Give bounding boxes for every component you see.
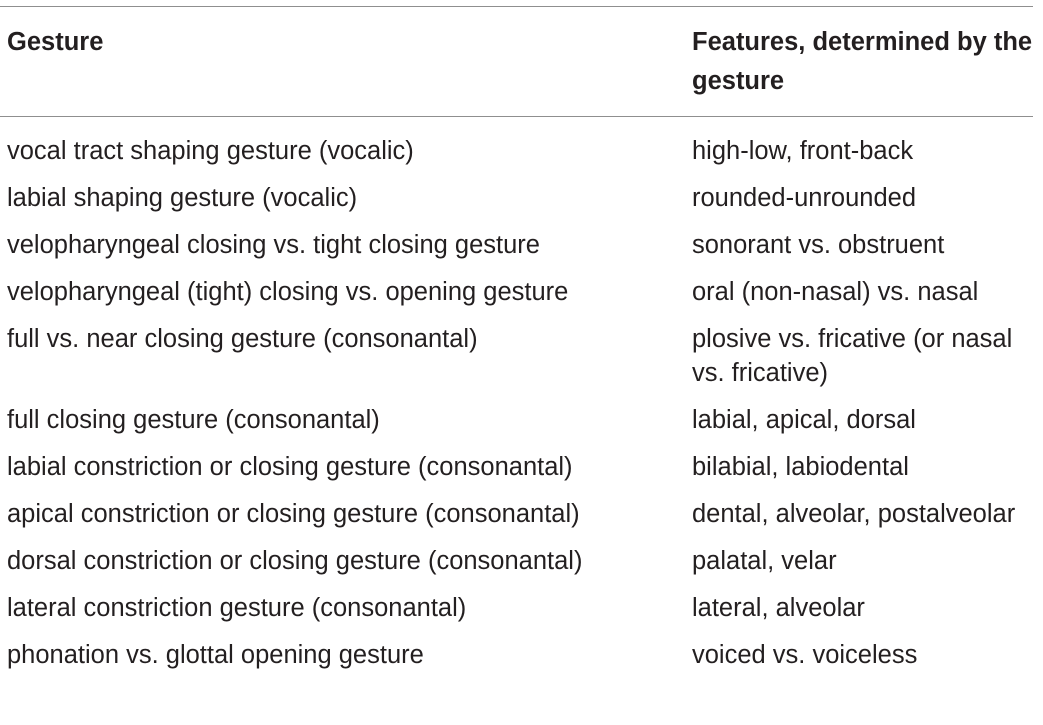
gesture-cell: full vs. near closing gesture (consonantal) [7,325,478,353]
table-row [0,322,1043,390]
table-row [0,228,1043,262]
features-cell: dental, alveolar, postalveolar [692,500,1016,528]
features-cell: plosive vs. fricative (or nasal vs. fricative) [692,325,1013,387]
column-header-features: Features, determined by the gesture [692,28,1033,95]
features-cell: voiced vs. voiceless [692,641,918,669]
gesture-cell: lateral constriction gesture (consonantal) [7,594,467,622]
features-cell: high-low, front-back [692,137,914,165]
gesture-cell: apical constriction or closing gesture (consonantal) [7,500,580,528]
table-row [0,544,1043,578]
features-cell: palatal, velar [692,547,837,575]
table-row [0,591,1043,625]
header-divider-rule [0,116,1033,117]
table-top-rule [0,6,1033,7]
features-cell: rounded-unrounded [692,184,917,212]
gesture-cell: labial shaping gesture (vocalic) [7,184,358,212]
features-cell: lateral, alveolar [692,594,865,622]
column-header-gesture: Gesture [7,28,104,56]
gesture-cell: vocal tract shaping gesture (vocalic) [7,137,414,165]
table-row [0,403,1043,437]
features-cell: bilabial, labiodental [692,453,909,481]
gesture-cell: dorsal constriction or closing gesture (consonantal) [7,547,583,575]
table-row [0,134,1043,168]
gesture-cell: velopharyngeal (tight) closing vs. opening gesture [7,278,569,306]
features-cell: sonorant vs. obstruent [692,231,945,259]
table-row [0,638,1043,672]
gesture-cell: velopharyngeal closing vs. tight closing gesture [7,231,540,259]
gesture-cell: full closing gesture (consonantal) [7,406,380,434]
features-cell: labial, apical, dorsal [692,406,916,434]
table-body [0,134,1043,672]
gesture-cell: phonation vs. glottal opening gesture [7,641,424,669]
features-cell: oral (non-nasal) vs. nasal [692,278,979,306]
table-row [0,497,1043,531]
table-row [0,275,1043,309]
table-row [0,181,1043,215]
gesture-cell: labial constriction or closing gesture (consonantal) [7,453,573,481]
table-row [0,450,1043,484]
